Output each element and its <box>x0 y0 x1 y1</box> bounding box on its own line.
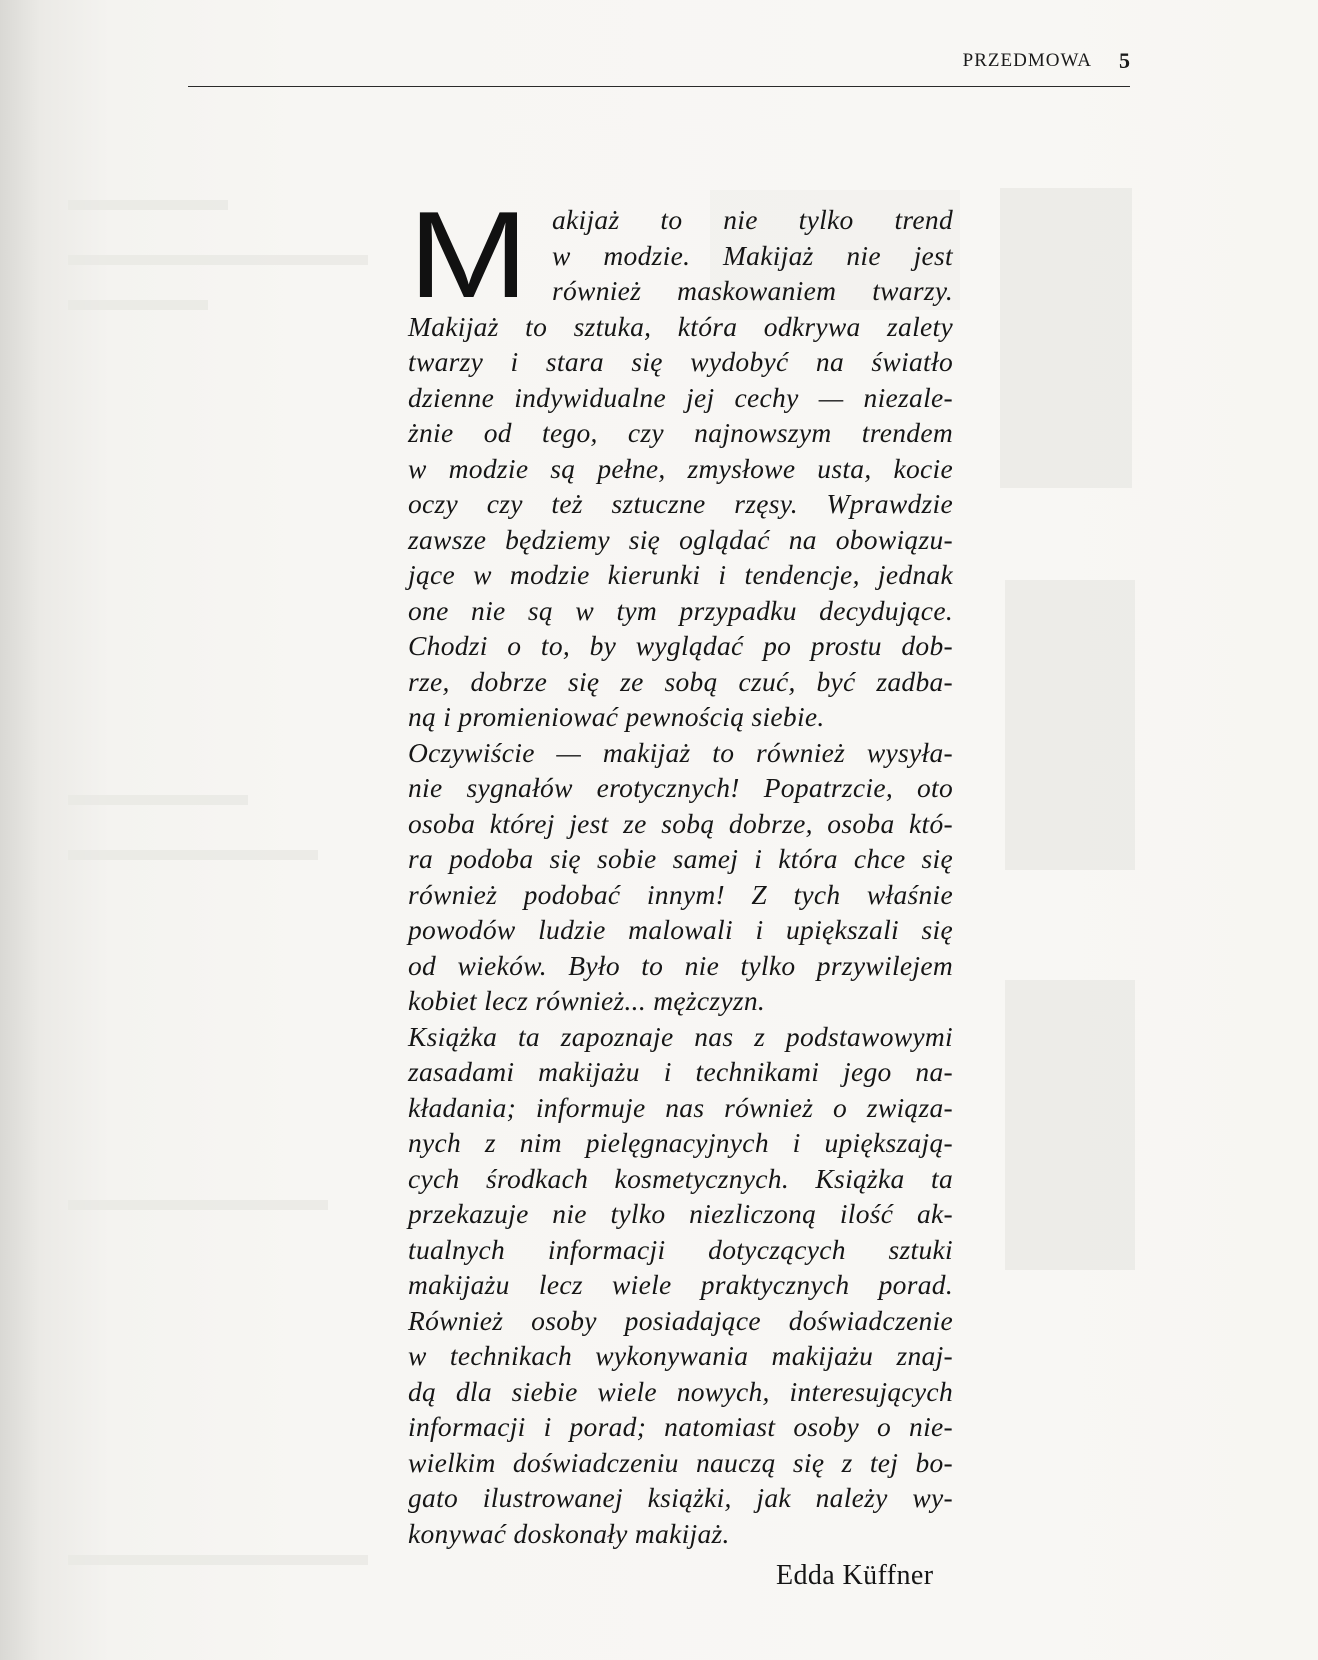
text-line: one nie są w tym przypadku decydujące. <box>408 594 953 626</box>
text-line: tualnych informacji dotyczących sztuki <box>408 1233 953 1265</box>
bleed-through-line <box>68 200 228 210</box>
text-line: zasadami makijażu i technikami jego na- <box>408 1056 953 1087</box>
text-line: twarzy i stara się wydobyć na światło <box>408 346 953 377</box>
text-line: kobiet lecz również... mężczyzn. <box>408 985 766 1016</box>
text-line: Oczywiście — makijaż to również wysyła- <box>408 736 953 768</box>
text-line: rze, dobrze się ze sobą czuć, być zadba- <box>408 665 953 697</box>
text-line: ną i promieniować pewnością siebie. <box>408 701 825 732</box>
text-line: również podobać innym! Z tych właśnie <box>408 878 953 910</box>
section-title: PRZEDMOWA <box>962 50 1092 71</box>
text-line: w technikach wykonywania makijażu znaj- <box>408 1340 953 1371</box>
bleed-through-line <box>68 300 208 310</box>
bleed-through-line <box>68 255 368 265</box>
text-line: żnie od tego, czy najnowszym trendem <box>408 417 953 448</box>
running-head <box>188 50 1130 87</box>
text-line: w modzie są pełne, zmysłowe usta, kocie <box>408 452 953 484</box>
text-line: dą dla siebie wiele nowych, interesujących <box>408 1375 953 1407</box>
text-line: akijaż to nie tylko trend <box>552 204 953 235</box>
text-line: przekazuje nie tylko niezliczoną ilość ak- <box>408 1198 953 1229</box>
drop-cap: M <box>408 187 529 324</box>
bleed-through-photo-2 <box>1005 580 1135 870</box>
text-line: ra podoba się sobie samej i która chce się <box>408 843 953 874</box>
text-line: gato ilustrowanej książki, jak należy wy- <box>408 1482 953 1513</box>
text-line: nych z nim pielęgnacyjnych i upiększają- <box>408 1127 953 1158</box>
text-line: Również osoby posiadające doświadczenie <box>408 1304 953 1336</box>
bleed-through-line <box>68 1555 368 1565</box>
bleed-through-line <box>68 1200 328 1210</box>
text-line: informacji i porad; natomiast osoby o nie- <box>408 1411 953 1442</box>
page-number: 5 <box>1119 48 1130 73</box>
text-line: wielkim doświadczeniu nauczą się z tej bo- <box>408 1446 953 1478</box>
bleed-through-photo-3 <box>1005 980 1135 1270</box>
bleed-through-line <box>68 795 248 805</box>
author-signature: Edda Küffner <box>776 1560 934 1591</box>
text-line: powodów ludzie malowali i upiększali się <box>408 914 953 945</box>
text-line: kładania; informuje nas również o związa- <box>408 1091 953 1123</box>
text-line: Makijaż to sztuka, która odkrywa zalety <box>408 310 953 342</box>
text-line: od wieków. Było to nie tylko przywilejem <box>408 949 953 981</box>
text-line: Chodzi o to, by wyglądać po prostu dob- <box>408 630 953 661</box>
text-line: dzienne indywidualne jej cechy — niezale- <box>408 381 953 413</box>
foreword-text <box>408 187 953 1551</box>
text-line: makijażu lecz wiele praktycznych porad. <box>408 1269 953 1300</box>
text-line: osoba której jest ze sobą dobrze, osoba któ- <box>408 807 953 839</box>
text-line: Książka ta zapoznaje nas z podstawowymi <box>408 1020 953 1052</box>
text-line: cych środkach kosmetycznych. Książka ta <box>408 1162 953 1194</box>
text-line: jące w modzie kierunki i tendencje, jednak <box>408 559 953 590</box>
text-line: również maskowaniem twarzy. <box>552 275 953 306</box>
bleed-through-photo-1 <box>1000 188 1132 488</box>
text-line: zawsze będziemy się oglądać na obowiązu- <box>408 523 953 555</box>
text-line: nie sygnałów erotycznych! Popatrzcie, oto <box>408 772 953 803</box>
text-line: konywać doskonały makijaż. <box>408 1517 730 1549</box>
text-line: oczy czy też sztuczne rzęsy. Wprawdzie <box>408 488 953 519</box>
bleed-through-line <box>68 850 318 860</box>
text-line: w modzie. Makijaż nie jest <box>552 239 953 271</box>
